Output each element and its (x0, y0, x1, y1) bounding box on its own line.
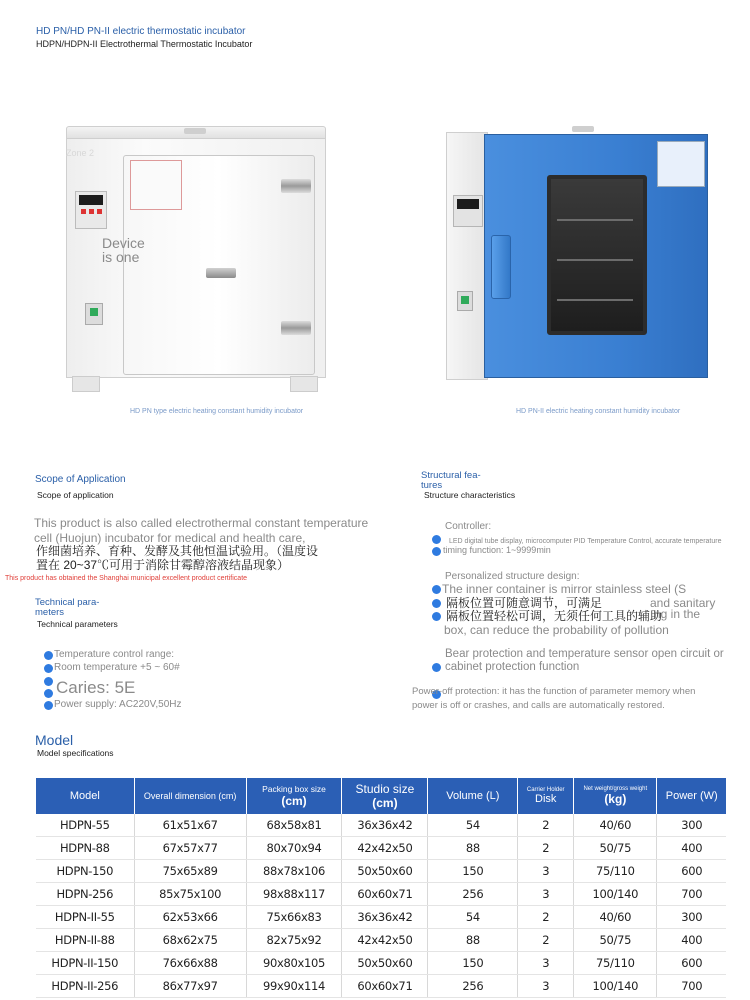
indicator-light (89, 209, 94, 214)
personalized-label: Personalized structure design: (445, 571, 580, 582)
model-subtitle: Model specifications (37, 748, 114, 758)
header-power: Power (W) (657, 778, 726, 814)
incubator-door (484, 134, 708, 378)
cell-packing-box: 82x75x92 (246, 929, 342, 952)
cell-model: HDPN-II-88 (36, 929, 134, 952)
cell-model: HDPN-55 (36, 814, 134, 837)
door-handle (491, 235, 511, 299)
cell-model: HDPN-256 (36, 883, 134, 906)
cell-studio-size: 42x42x50 (342, 837, 428, 860)
cell-packing-box: 75x66x83 (246, 906, 342, 929)
cell-volume: 88 (428, 929, 518, 952)
cell-studio-size: 50x50x60 (342, 952, 428, 975)
header-volume: Volume (L) (428, 778, 518, 814)
cell-overall-dimension: 67x57x77 (134, 837, 246, 860)
cell-volume: 54 (428, 814, 518, 837)
cell-studio-size: 60x60x71 (342, 975, 428, 998)
bullet-dot (432, 612, 441, 621)
bullet-dot (432, 547, 441, 556)
bullet-dot (44, 651, 53, 660)
shelf (557, 259, 633, 261)
cell-carrier-disk: 2 (518, 929, 574, 952)
structure-title: Structural fea- tures (421, 470, 481, 491)
technical-item: Room temperature +5 ~ 60# (54, 662, 180, 673)
cell-carrier-disk: 2 (518, 906, 574, 929)
cell-weight: 50/75 (574, 929, 657, 952)
cell-carrier-disk: 3 (518, 952, 574, 975)
table-header-row (36, 778, 726, 814)
incubator-side-panel (446, 132, 488, 380)
control-panel (453, 195, 483, 227)
product-caption: HD PN type electric heating constant humidity incubator (130, 408, 304, 415)
cell-model: HDPN-II-256 (36, 975, 134, 998)
door-hinge (281, 321, 311, 335)
cell-packing-box: 90x80x105 (246, 952, 342, 975)
cell-packing-box: 88x78x106 (246, 860, 342, 883)
timing-text: timing function: 1~9999min (443, 545, 551, 555)
header-carrier-disk: Carrier Holder Disk (518, 778, 574, 814)
cell-volume: 256 (428, 883, 518, 906)
header-packing-box: Packing box size (cm) (246, 778, 342, 814)
cell-volume: 150 (428, 860, 518, 883)
model-title: Model (35, 732, 74, 748)
inner-container-text: and sanitary (650, 596, 716, 610)
cell-volume: 88 (428, 837, 518, 860)
cell-studio-size: 36x36x42 (342, 906, 428, 929)
cell-overall-dimension: 68x62x75 (134, 929, 246, 952)
scope-title: Scope of Application (35, 474, 126, 485)
incubator-foot (72, 376, 100, 392)
controller-label: Controller: (445, 521, 492, 532)
table-row (36, 952, 726, 975)
zone-watermark: Zone 2 (66, 148, 95, 158)
cell-power: 400 (657, 929, 726, 952)
table-row (36, 883, 726, 906)
cell-model: HDPN-II-55 (36, 906, 134, 929)
cell-weight: 100/140 (574, 975, 657, 998)
inner-cn-text: 隔板位置可随意调节，可满足 (446, 596, 603, 610)
cell-power: 400 (657, 837, 726, 860)
inner-cn-text: 隔板位置轻松可调，无须任何工具的辅助 (446, 609, 663, 623)
model-spec-table (36, 778, 726, 998)
power-off-text: Power-off protection: it has the function of parameter memory when (412, 686, 696, 697)
cell-studio-size: 42x42x50 (342, 929, 428, 952)
cell-weight: 75/110 (574, 952, 657, 975)
cell-overall-dimension: 76x66x88 (134, 952, 246, 975)
table-row (36, 814, 726, 837)
header-studio-size: Studio size (cm) (342, 778, 428, 814)
control-panel (75, 191, 107, 229)
bullet-dot (432, 585, 441, 594)
bullet-dot (44, 701, 53, 710)
cell-carrier-disk: 2 (518, 837, 574, 860)
scope-text: cell (Huojun) incubator for medical and health care, (34, 531, 306, 545)
cell-volume: 54 (428, 906, 518, 929)
bullet-dot (432, 599, 441, 608)
table-row (36, 929, 726, 952)
cell-power: 300 (657, 906, 726, 929)
cell-power: 700 (657, 883, 726, 906)
header-model: Model (36, 778, 134, 814)
cell-power: 600 (657, 860, 726, 883)
cell-power: 600 (657, 952, 726, 975)
cell-packing-box: 98x88x117 (246, 883, 342, 906)
power-switch (85, 303, 103, 325)
cell-overall-dimension: 85x75x100 (134, 883, 246, 906)
bullet-dot (44, 677, 53, 686)
cell-weight: 40/60 (574, 906, 657, 929)
incubator-hdpn-ii-image (446, 126, 711, 391)
table-row (36, 906, 726, 929)
structure-subtitle: Structure characteristics (424, 490, 516, 500)
technical-subtitle: Technical parameters (37, 619, 118, 629)
cell-model: HDPN-88 (36, 837, 134, 860)
indicator-light (97, 209, 102, 214)
shelf (557, 299, 633, 301)
cell-studio-size: 50x50x60 (342, 860, 428, 883)
door-hinge (281, 179, 311, 193)
door-handle (206, 268, 236, 278)
scope-cn-text: 作细菌培养、育种、发酵及其他恒温试验用。（温度设 (36, 544, 319, 558)
power-switch (457, 291, 473, 311)
header-overall-dimension: Overall dimension (cm) (134, 778, 246, 814)
door-label-sticker (657, 141, 705, 187)
device-overlay-text: Device is one (102, 235, 145, 265)
cell-weight: 100/140 (574, 883, 657, 906)
cell-volume: 150 (428, 952, 518, 975)
cell-overall-dimension: 62x53x66 (134, 906, 246, 929)
technical-item: Power supply: AC220V,50Hz (54, 699, 182, 710)
header-weight: Net weight/gross weight (kg) (574, 778, 657, 814)
digital-display (457, 199, 479, 209)
cell-carrier-disk: 3 (518, 860, 574, 883)
scope-text: This product is also called electrothermal constant temperature (34, 516, 369, 530)
cell-weight: 40/60 (574, 814, 657, 837)
cell-overall-dimension: 75x65x89 (134, 860, 246, 883)
bear-protection-text: Bear protection and temperature sensor open circuit or (445, 648, 724, 660)
inner-container-text: box, can reduce the probability of pollution (444, 623, 669, 637)
cell-carrier-disk: 3 (518, 975, 574, 998)
incubator-foot (290, 376, 318, 392)
cell-model: HDPN-II-150 (36, 952, 134, 975)
cell-overall-dimension: 86x77x97 (134, 975, 246, 998)
technical-title: Technical para- meters (35, 597, 100, 618)
bullet-dot (44, 689, 53, 698)
glass-window (547, 175, 647, 335)
cell-packing-box: 99x90x114 (246, 975, 342, 998)
cell-model: HDPN-150 (36, 860, 134, 883)
power-off-text: power is off or crashes, and calls are automatically restored. (412, 700, 665, 711)
cell-packing-box: 80x70x94 (246, 837, 342, 860)
cell-volume: 256 (428, 975, 518, 998)
top-vent (184, 128, 206, 134)
top-vent (572, 126, 594, 132)
controller-text: LED digital tube display, microcomputer PID Temperature Control, accurate temperature (449, 538, 722, 545)
cell-weight: 50/75 (574, 837, 657, 860)
table-row (36, 860, 726, 883)
indicator-light (81, 209, 86, 214)
page-subtitle: HDPN/HDPN-II Electrothermal Thermostatic Incubator (36, 39, 253, 49)
shelf (557, 219, 633, 221)
cell-overall-dimension: 61x51x67 (134, 814, 246, 837)
cell-power: 300 (657, 814, 726, 837)
cell-carrier-disk: 2 (518, 814, 574, 837)
technical-item: Temperature control range: (54, 649, 175, 660)
cell-studio-size: 36x36x42 (342, 814, 428, 837)
inner-container-text: ng in the (654, 607, 701, 621)
page-title: HD PN/HD PN-II electric thermostatic incubator (36, 26, 246, 37)
cell-carrier-disk: 3 (518, 883, 574, 906)
product-caption: HD PN-II electric heating constant humidity incubator (516, 408, 681, 415)
cell-studio-size: 60x60x71 (342, 883, 428, 906)
certificate-note: This product has obtained the Shanghai municipal excellent product certificate (5, 575, 248, 582)
cell-packing-box: 68x58x81 (246, 814, 342, 837)
door-label-sticker (130, 160, 182, 210)
table-row (36, 975, 726, 998)
bear-protection-text: cabinet protection function (445, 661, 580, 673)
scope-subtitle: Scope of application (37, 490, 114, 500)
cell-weight: 75/110 (574, 860, 657, 883)
cell-power: 700 (657, 975, 726, 998)
table-row (36, 837, 726, 860)
scope-cn-text: 置在 20~37℃可用于消除甘霉醇溶液结晶现象） (36, 558, 290, 572)
bullet-dot (44, 664, 53, 673)
digital-display (79, 195, 103, 205)
bullet-dot (432, 535, 441, 544)
inner-container-text: The inner container is mirror stainless steel (S (442, 582, 687, 596)
bullet-dot (432, 663, 441, 672)
technical-item: Caries: 5E (56, 678, 136, 697)
